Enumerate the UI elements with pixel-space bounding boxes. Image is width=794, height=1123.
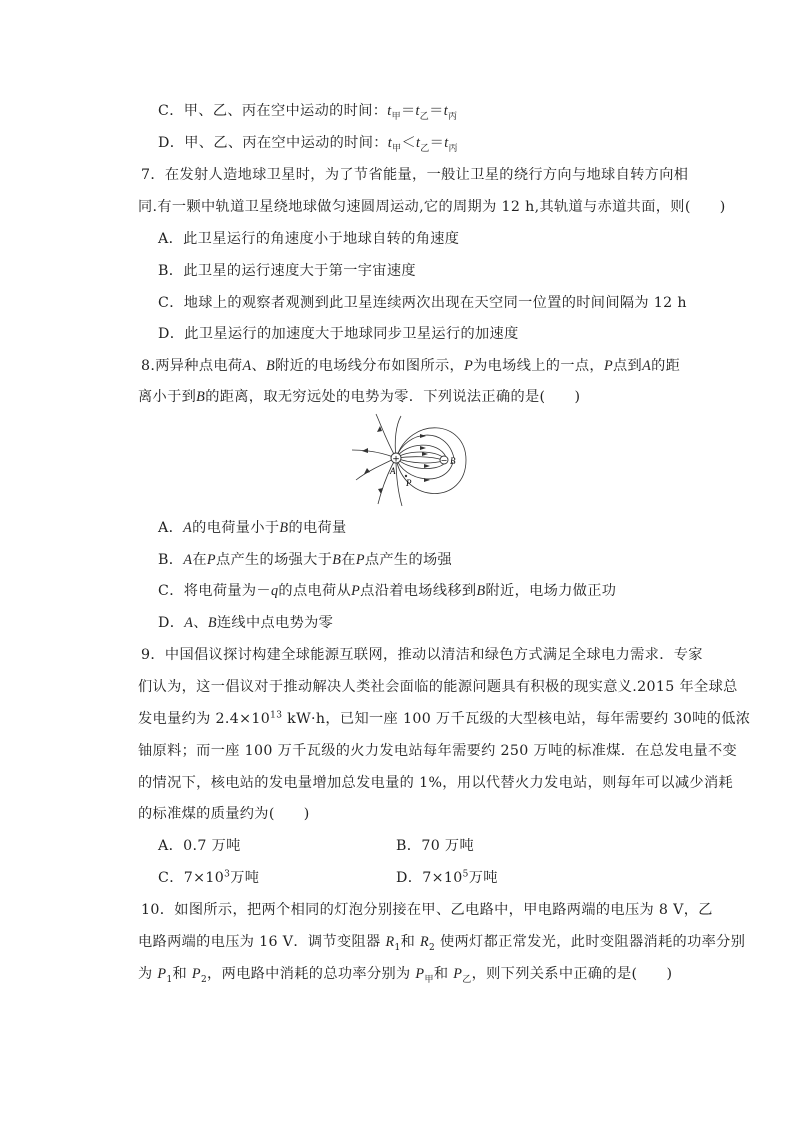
field-line: [396, 457, 443, 460]
field-line: [376, 414, 396, 458]
sub-bing: 丙: [448, 143, 458, 154]
text: 和: [433, 966, 454, 982]
text: 附近，电场力做正功: [485, 583, 617, 599]
var-p: P: [464, 358, 474, 374]
var-a: A: [183, 552, 193, 568]
var-t: t: [416, 135, 421, 151]
subscript: 2: [429, 942, 436, 953]
q7-stem-line1: 7．在发射人造地球卫星时，为了节省能量，一般让卫星的绕行方向与地球自转方向相: [141, 167, 689, 183]
var-t: t: [443, 103, 448, 119]
var-t: t: [415, 103, 420, 119]
var-p: P: [206, 552, 216, 568]
field-line: [396, 458, 445, 469]
text: 的电荷量: [288, 520, 347, 536]
equals-sign: ＝: [400, 103, 416, 119]
q9-option-a: A．0.7 万吨: [158, 838, 241, 854]
q9-stem-line2: 们认为，这一倡议对于推动解决人类社会面临的能源问题具有积极的现实意义.2015 年全球总: [138, 679, 738, 695]
text: A．: [158, 520, 184, 536]
arrow: [378, 488, 383, 494]
point-p: [405, 475, 407, 477]
q7-option-b: B．此卫星的运行速度大于第一宇宙速度: [158, 263, 416, 279]
less-than-sign: ＜: [401, 135, 416, 151]
q7-option-d: D．此卫星运行的加速度大于地球同步卫星运行的加速度: [158, 326, 519, 342]
field-line: [396, 458, 443, 463]
sub-yi: 乙: [462, 974, 472, 985]
q10-stem-line1: 10．如图所示，把两个相同的灯泡分别接在甲、乙电路中，甲电路两端的电压为 8 V，乙: [141, 902, 713, 918]
sub-yi: 乙: [420, 143, 430, 154]
equals-sign: ＝: [429, 103, 444, 119]
sub-jia: 甲: [391, 111, 401, 122]
var-t: t: [444, 135, 449, 151]
text: 、: [251, 358, 267, 374]
arrow: [420, 446, 426, 450]
text: 电路两端的电压为 16 V．调节变阻器: [138, 934, 386, 950]
text: D．: [158, 615, 185, 631]
var-b: B: [207, 615, 217, 631]
text: 、: [193, 615, 208, 631]
subscript: 1: [394, 942, 401, 953]
field-line: [352, 450, 396, 458]
var-b: B: [196, 389, 206, 405]
field-line: [396, 458, 402, 506]
var-r: R: [419, 934, 430, 950]
q9-stem-line1: 9．中国倡议探讨构建全球能源互联网，推动以清洁和绿色方式满足全球电力需求．专家: [141, 647, 703, 663]
var-a: A: [642, 358, 652, 374]
field-line: [395, 416, 401, 458]
arrow: [420, 434, 426, 438]
q7-option-c: C．地球上的观察者观测到此卫星连续两次出现在天空同一位置的时间间隔为 12 h: [158, 295, 687, 311]
var-q: q: [270, 583, 279, 599]
text: 点产生的场强: [364, 552, 453, 568]
q9-stem-line4: 铀原料；而一座 100 万千瓦级的火力发电站每年需要约 250 万吨的标准煤．在总发电量不变: [138, 743, 738, 759]
var-r: R: [385, 934, 395, 950]
electric-field-diagram: [346, 410, 476, 510]
q9-stem-line6: 的标准煤的质量约为( ): [138, 806, 310, 822]
q8-option-a: [158, 518, 347, 538]
text: ，两电路中消耗的总功率分别为: [207, 966, 416, 982]
var-t: t: [387, 103, 392, 119]
text: 在: [341, 552, 356, 568]
text: 的电荷量小于: [192, 520, 280, 536]
q9-stem-line3: [138, 709, 750, 729]
text: C．7×10: [158, 870, 225, 886]
text: 发电量约为 2.4×10: [138, 711, 271, 727]
q9-stem-line5: 的情况下，核电站的发电量增加总发电量的 1%，用以代替火力发电站，则每年可以减少消耗: [138, 775, 734, 791]
text: 离小于到: [138, 389, 197, 405]
var-p: P: [603, 358, 613, 374]
plus-sign: +: [392, 454, 400, 465]
text: 万吨: [230, 870, 260, 886]
var-p: P: [453, 966, 463, 982]
var-b: B: [279, 520, 289, 536]
q8-option-d: [158, 613, 333, 633]
q9-option-b: B．70 万吨: [396, 838, 475, 854]
text: 使两灯都正常发光，此时变阻器消耗的功率分别: [435, 934, 746, 950]
text: 和: [400, 934, 420, 950]
q9-option-c: [158, 868, 259, 888]
q7-stem-line2: 同.有一颗中轨道卫星绕地球做匀速圆周运动,它的周期为 12 h,其轨道与赤道共面，则( ): [138, 199, 726, 215]
q6-option-c: [158, 101, 457, 121]
sub-yi: 乙: [419, 111, 430, 122]
q10-stem-line2: [138, 932, 745, 952]
text: 8.两异种点电荷: [141, 358, 243, 374]
q8-option-b: [158, 550, 452, 570]
var-a: A: [242, 358, 252, 374]
text: kW·h，已知一座 100 万千瓦级的大型核电站，每年需要约 30吨的低浓: [282, 711, 751, 727]
var-b: B: [266, 358, 276, 374]
q6-option-d: [158, 133, 458, 153]
var-a: A: [183, 520, 193, 536]
var-b: B: [332, 552, 342, 568]
var-t: t: [387, 135, 393, 151]
subscript: 2: [200, 974, 208, 985]
field-line: [396, 428, 466, 460]
text: C．将电荷量为－: [158, 583, 271, 599]
var-b: B: [476, 583, 486, 599]
text: 为: [138, 966, 158, 982]
text: 万吨: [468, 870, 498, 886]
text: 和: [172, 966, 192, 982]
q6-option-d-text: D．甲、乙、丙在空中运动的时间：: [158, 135, 388, 151]
text: 的距: [651, 358, 681, 374]
q9-option-d: [396, 868, 498, 888]
text: 为电场线上的一点，: [473, 358, 604, 374]
exponent: 3: [224, 869, 231, 880]
var-p: P: [355, 552, 365, 568]
text: 连线中点电势为零: [216, 615, 334, 631]
text: 点产生的场强大于: [215, 552, 333, 568]
sub-bing: 丙: [447, 111, 458, 122]
text: 点到: [612, 358, 643, 374]
label-p: P: [406, 478, 412, 488]
var-p: P: [191, 966, 201, 982]
var-p: P: [351, 583, 361, 599]
text: D．7×10: [396, 870, 463, 886]
field-line: [378, 458, 396, 504]
subscript: 1: [166, 974, 173, 985]
minus-sign: −: [440, 456, 448, 465]
label-a: A: [390, 466, 396, 476]
q7-option-a: A．此卫星运行的角速度小于地球自转的角速度: [158, 231, 460, 247]
q8-option-c: [158, 581, 616, 601]
arrow: [424, 464, 430, 468]
text: ，则下列关系中正确的是( ): [471, 966, 673, 982]
q10-stem-line3: [138, 964, 672, 984]
q6-option-c-text: C．甲、乙、丙在空中运动的时间：: [158, 103, 388, 119]
sub-jia: 甲: [424, 974, 434, 985]
field-lines: [352, 414, 466, 506]
label-b: B: [450, 456, 456, 466]
exponent: 5: [462, 869, 469, 880]
text: B．: [158, 552, 184, 568]
equals-sign: ＝: [429, 135, 445, 151]
var-p: P: [157, 966, 167, 982]
text: 的距离，取无穷远处的电势为零．下列说法正确的是( ): [205, 389, 581, 405]
text: 附近的电场线分布如图所示，: [275, 358, 465, 374]
var-a: A: [184, 615, 194, 631]
text: 的点电荷从: [278, 583, 352, 599]
q8-stem-line2: [138, 387, 580, 407]
sub-jia: 甲: [392, 143, 402, 154]
text: 在: [192, 552, 207, 568]
exponent: 13: [270, 710, 283, 721]
q8-stem-line1: [141, 356, 680, 376]
text: 点沿着电场线移到: [360, 583, 477, 599]
var-p: P: [415, 966, 425, 982]
